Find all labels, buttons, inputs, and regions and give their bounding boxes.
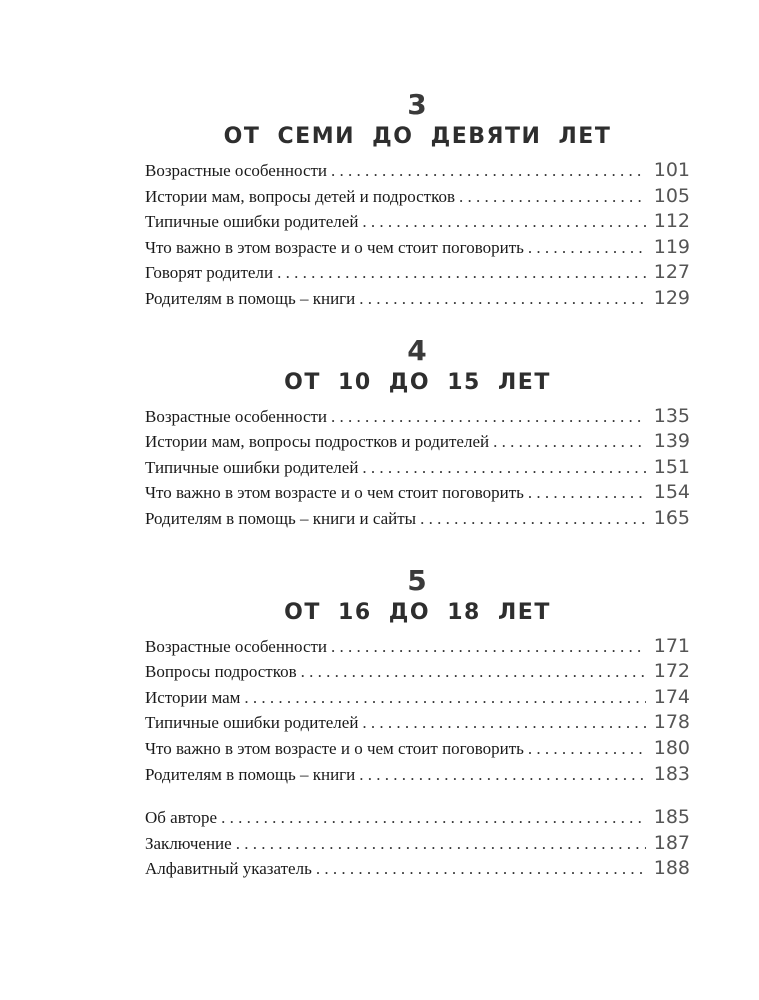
toc-section-5 — [145, 564, 690, 788]
entry-title: Типичные ошибки родителей — [145, 212, 359, 232]
entry-page-number: 151 — [653, 455, 690, 478]
dot-leader — [362, 710, 646, 736]
toc-section-3 — [145, 88, 690, 312]
dot-leader — [359, 762, 646, 788]
entry-title: Вопросы подростков — [145, 662, 297, 682]
toc-back-matter — [145, 805, 690, 882]
dot-leader — [244, 685, 646, 711]
dot-leader — [528, 480, 646, 506]
toc-entry[interactable] — [145, 158, 690, 184]
dot-leader — [331, 158, 646, 184]
toc-entry[interactable] — [145, 659, 690, 685]
section-spacer — [145, 787, 690, 805]
entry-page-number: 139 — [653, 430, 690, 453]
entry-title: Истории мам, вопросы подростков и родителей — [145, 432, 490, 452]
dot-leader — [236, 831, 646, 857]
dot-leader — [331, 634, 646, 660]
toc-entry[interactable] — [145, 184, 690, 210]
entry-title: Родителям в помощь – книги и сайты — [145, 508, 417, 528]
toc-entry-list — [145, 634, 690, 788]
entry-title: Что важно в этом возрасте и о чем стоит поговорить — [145, 738, 524, 758]
toc-entry[interactable] — [145, 831, 690, 857]
section-title: ОТ 16 ДО 18 ЛЕТ — [284, 599, 551, 625]
entry-page-number: 187 — [653, 831, 690, 854]
entry-page-number: 180 — [653, 736, 690, 759]
entry-title: Истории мам, вопросы детей и подростков — [145, 186, 456, 206]
entry-title: Что важно в этом возрасте и о чем стоит поговорить — [145, 483, 524, 503]
entry-title: Об авторе — [145, 808, 218, 828]
entry-page-number: 127 — [653, 261, 690, 284]
entry-title: Типичные ошибки родителей — [145, 713, 359, 733]
entry-title: Типичные ошибки родителей — [145, 457, 359, 477]
entry-page-number: 135 — [653, 404, 690, 427]
section-title: ОТ СЕМИ ДО ДЕВЯТИ ЛЕТ — [223, 124, 612, 149]
toc-entry[interactable] — [145, 480, 690, 506]
entry-title: Говорят родители — [145, 263, 274, 283]
toc-entry-list — [145, 404, 690, 532]
entry-title: Возрастные особенности — [145, 161, 328, 180]
entry-page-number: 154 — [653, 481, 690, 504]
toc-entry-list — [145, 805, 690, 882]
toc-entry[interactable] — [145, 762, 690, 788]
dot-leader — [362, 455, 646, 481]
toc-entry[interactable] — [145, 404, 690, 430]
entry-page-number: 172 — [653, 660, 690, 683]
section-spacer — [145, 532, 690, 564]
table-of-contents — [145, 88, 690, 882]
dot-leader — [331, 404, 646, 430]
toc-entry[interactable] — [145, 455, 690, 481]
section-number: 4 — [407, 333, 428, 367]
dot-leader — [528, 235, 646, 261]
dot-leader — [459, 184, 646, 210]
toc-entry[interactable] — [145, 286, 690, 312]
dot-leader — [301, 659, 646, 685]
toc-entry[interactable] — [145, 685, 690, 711]
toc-entry[interactable] — [145, 260, 690, 286]
toc-entry[interactable] — [145, 710, 690, 736]
section-title: ОТ 10 ДО 15 ЛЕТ — [284, 369, 551, 395]
entry-page-number: 119 — [653, 235, 690, 258]
dot-leader — [420, 506, 646, 532]
entry-title: Родителям в помощь – книги — [145, 288, 356, 308]
entry-page-number: 129 — [653, 286, 690, 309]
entry-page-number: 171 — [653, 634, 690, 657]
toc-entry[interactable] — [145, 235, 690, 261]
toc-entry[interactable] — [145, 736, 690, 762]
entry-title: Возрастные особенности — [145, 636, 328, 656]
entry-page-number: 178 — [653, 711, 690, 734]
entry-title: Возрастные особенности — [145, 406, 328, 426]
section-number: 3 — [407, 88, 428, 121]
toc-entry[interactable] — [145, 506, 690, 532]
dot-leader — [528, 736, 646, 762]
entry-page-number: 183 — [653, 762, 690, 785]
entry-title: Истории мам — [145, 687, 241, 707]
toc-entry-list — [145, 158, 690, 312]
entry-title: Алфавитный указатель — [145, 859, 312, 879]
entry-page-number: 185 — [653, 806, 690, 829]
entry-page-number: 105 — [653, 184, 690, 207]
entry-page-number: 112 — [653, 210, 690, 233]
toc-entry[interactable] — [145, 209, 690, 235]
toc-entry[interactable] — [145, 634, 690, 660]
toc-section-4 — [145, 334, 690, 532]
dot-leader — [316, 856, 646, 882]
toc-entry[interactable] — [145, 805, 690, 831]
entry-title: Заключение — [145, 833, 232, 853]
section-number: 5 — [407, 563, 428, 597]
entry-title: Что важно в этом возрасте и о чем стоит поговорить — [145, 237, 524, 257]
toc-entry[interactable] — [145, 429, 690, 455]
toc-entry[interactable] — [145, 856, 690, 882]
entry-page-number: 165 — [653, 506, 690, 529]
dot-leader — [493, 429, 646, 455]
dot-leader — [359, 286, 646, 312]
entry-page-number: 188 — [653, 857, 690, 880]
entry-title: Родителям в помощь – книги — [145, 764, 356, 784]
entry-page-number: 174 — [653, 685, 690, 708]
entry-page-number: 101 — [653, 159, 690, 181]
section-spacer — [145, 312, 690, 334]
dot-leader — [277, 260, 646, 286]
dot-leader — [362, 209, 646, 235]
dot-leader — [221, 805, 646, 831]
